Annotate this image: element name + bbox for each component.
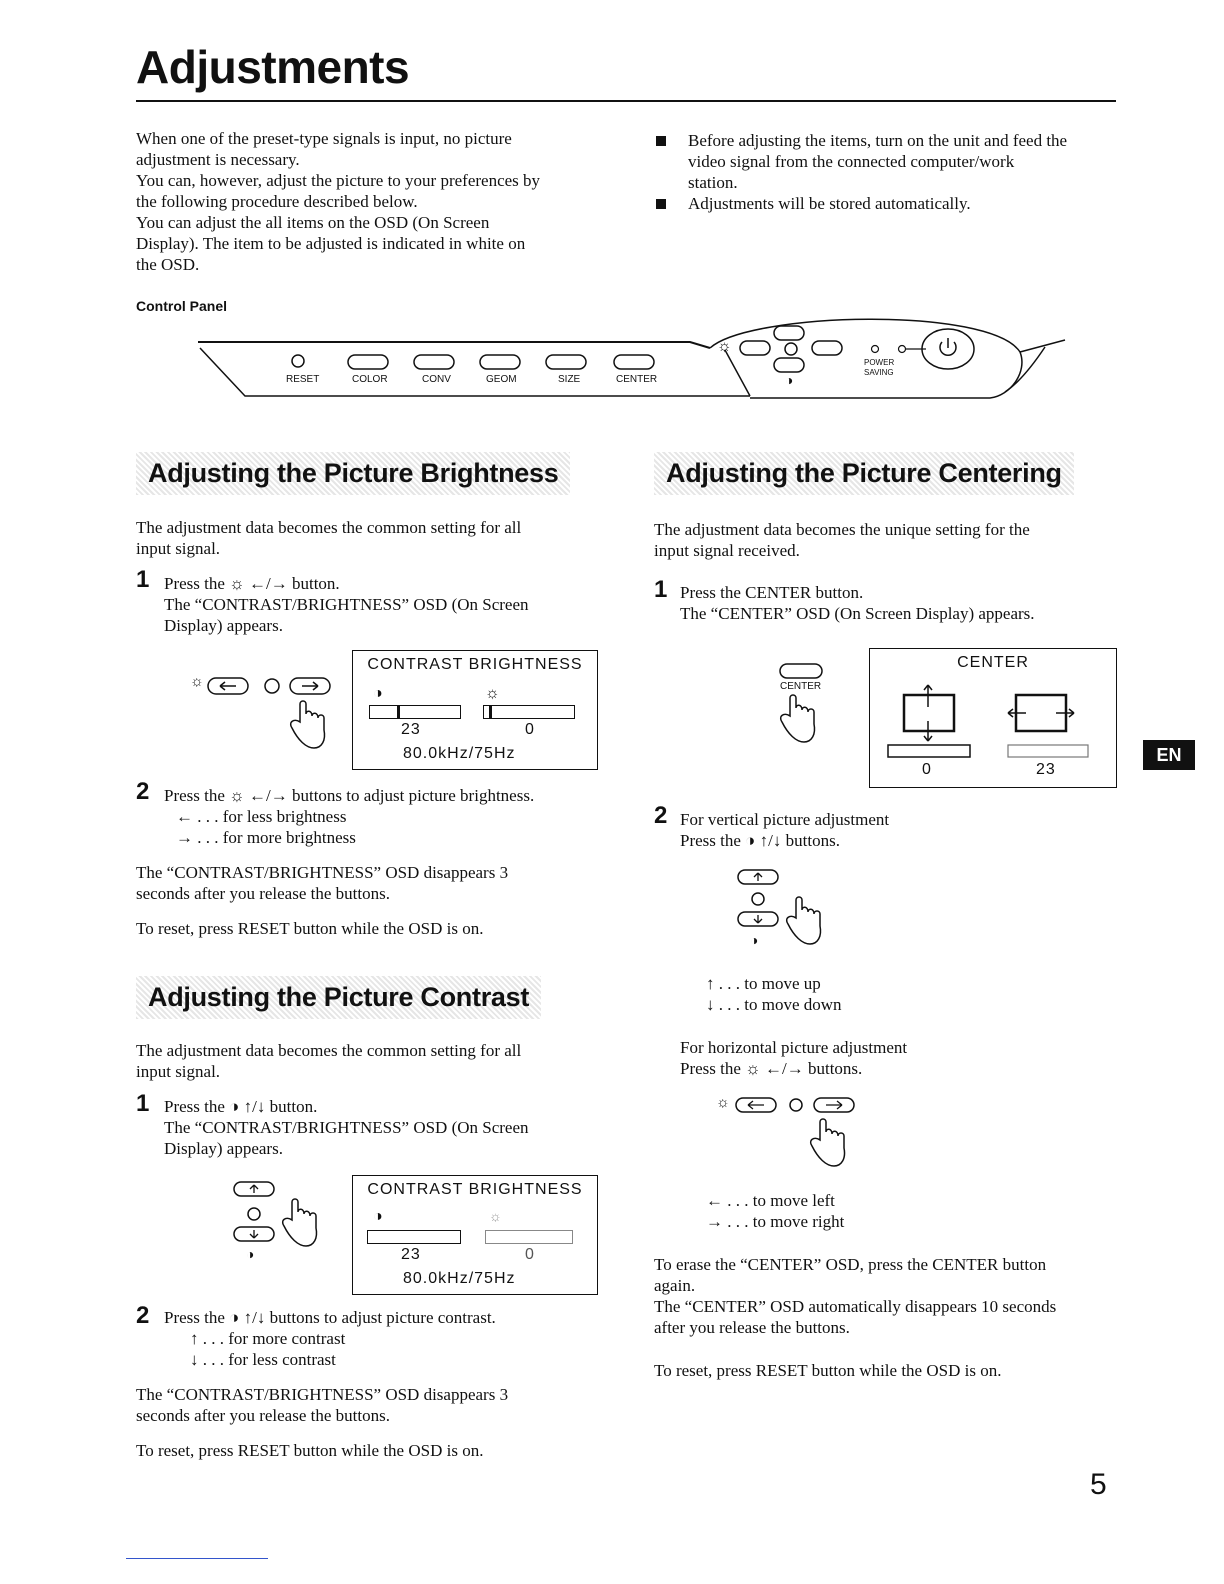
brightness-value: 0	[525, 721, 535, 738]
contrast-step1-number: 1	[136, 1090, 150, 1117]
power-saving-line: POWER	[864, 358, 895, 367]
brightness-buttons-figure	[190, 670, 350, 760]
centering-step1	[680, 582, 1130, 624]
brightness-level-bar	[485, 1230, 573, 1244]
intro-line: the OSD.	[136, 255, 200, 274]
brightness-osd	[352, 650, 598, 770]
control-panel-outline	[190, 312, 1070, 412]
osd-brightness-icon: ☼	[485, 685, 500, 702]
contrast-step2-line: Press the ◑ ↑/↓ buttons to adjust picture contrast.	[164, 1308, 496, 1327]
centering-intro-line: The adjustment data becomes the unique setting for the	[654, 520, 1030, 539]
color-button-label: COLOR	[352, 374, 388, 385]
centering-step1-line: The “CENTER” OSD (On Screen Display) appears.	[680, 604, 1035, 623]
contrast-icon: ◑	[785, 372, 794, 388]
bullet-square-icon	[656, 136, 666, 146]
contrast-step2-number: 2	[136, 1302, 150, 1329]
contrast-step2	[164, 1307, 634, 1370]
osd-contrast-icon: ◑	[373, 1208, 383, 1225]
center-erase-note	[654, 1254, 1124, 1338]
move-left-line: ← . . . to move left	[706, 1191, 835, 1210]
contrast-note-line: The “CONTRAST/BRIGHTNESS” OSD disappears 3	[136, 1385, 509, 1404]
osd-contrast-icon: ◑	[373, 685, 383, 702]
brightness-buttons-drawing	[190, 670, 350, 760]
contrast-intro-line: input signal.	[136, 1062, 221, 1081]
intro-line: You can adjust the all items on the OSD (On Screen	[136, 213, 490, 232]
center-osd-header: CENTER	[957, 654, 1029, 671]
reset-button-label: RESET	[286, 374, 320, 385]
language-tab: EN	[1143, 740, 1195, 770]
bullet-item	[654, 130, 1124, 193]
centering-heading: Adjusting the Picture Centering	[654, 452, 1074, 495]
intro-line: When one of the preset-type signals is input, no picture	[136, 129, 512, 148]
page-number: 5	[1090, 1468, 1107, 1501]
contrast-less-line: ↓ . . . for less contrast	[190, 1350, 336, 1369]
osd-frequency: 80.0kHz/75Hz	[403, 745, 516, 762]
control-panel-diagram	[190, 312, 1070, 412]
erase-line: again.	[654, 1276, 696, 1295]
brightness-intro	[136, 517, 616, 559]
vertical-directions	[706, 973, 1126, 1015]
contrast-half-icon: ◑	[246, 1246, 255, 1262]
contrast-osd	[352, 1175, 598, 1295]
contrast-step1-line: Display) appears.	[164, 1139, 283, 1158]
move-down-line: ↓ . . . to move down	[706, 995, 842, 1014]
centering-step2-line: Press the ◑ ↑/↓ buttons.	[680, 831, 840, 850]
size-button-label: SIZE	[558, 374, 581, 385]
erase-line: To erase the “CENTER” OSD, press the CENTER button	[654, 1255, 1047, 1274]
horizontal-directions	[706, 1190, 1126, 1232]
bullet-line: station.	[688, 173, 738, 192]
brightness-intro-line: The adjustment data becomes the common setting for all	[136, 518, 522, 537]
bullet-line: Adjustments will be stored automatically.	[688, 194, 971, 213]
brightness-step1-line: The “CONTRAST/BRIGHTNESS” OSD (On Screen	[164, 595, 529, 614]
brightness-sun-icon: ☼	[190, 673, 204, 690]
contrast-heading: Adjusting the Picture Contrast	[136, 976, 541, 1019]
brightness-reset-note: To reset, press RESET button while the OSD is on.	[136, 919, 484, 938]
centering-intro-line: input signal received.	[654, 541, 800, 560]
contrast-intro	[136, 1040, 616, 1082]
bullet-square-icon	[656, 199, 666, 209]
contrast-step1-line: The “CONTRAST/BRIGHTNESS” OSD (On Screen	[164, 1118, 529, 1137]
brightness-step2-number: 2	[136, 778, 150, 805]
center-button-label: CENTER	[616, 374, 658, 385]
osd-frequency: 80.0kHz/75Hz	[403, 1270, 516, 1287]
center-vertical-value: 0	[922, 761, 932, 778]
contrast-level-marker	[397, 706, 400, 718]
brightness-osd-header: CONTRAST BRIGHTNESS	[367, 656, 583, 673]
center-button-figure	[770, 660, 840, 750]
brightness-heading: Adjusting the Picture Brightness	[136, 452, 570, 495]
brightness-level-bar	[483, 705, 575, 719]
bullet-item	[654, 193, 1124, 214]
brightness-note	[136, 862, 606, 904]
brightness-level-marker	[489, 706, 492, 718]
brightness-step2-line: Press the ☼ ←/→ buttons to adjust picture brightness.	[164, 786, 535, 805]
brightness-more-line: → . . . for more brightness	[176, 828, 356, 847]
move-up-line: ↑ . . . to move up	[706, 974, 821, 993]
intro-line: adjustment is necessary.	[136, 150, 300, 169]
center-osd	[869, 648, 1117, 788]
contrast-reset-note: To reset, press RESET button while the OSD is on.	[136, 1441, 484, 1460]
geom-button-label: GEOM	[486, 374, 517, 385]
brightness-icon: ☼	[717, 338, 732, 355]
center-horizontal-value: 23	[1036, 761, 1056, 778]
conv-button-label: CONV	[422, 374, 451, 385]
contrast-value: 23	[401, 721, 421, 738]
intro-line: the following procedure described below.	[136, 192, 418, 211]
footer-rule	[126, 1558, 268, 1559]
contrast-level-bar	[369, 705, 461, 719]
brightness-note-line: seconds after you release the buttons.	[136, 884, 390, 903]
erase-line: after you release the buttons.	[654, 1318, 850, 1337]
contrast-value: 23	[401, 1246, 421, 1263]
intro-line: Display). The item to be adjusted is indicated in white on	[136, 234, 526, 253]
vertical-buttons-figure	[734, 866, 844, 956]
contrast-intro-line: The adjustment data becomes the common setting for all	[136, 1041, 522, 1060]
brightness-step1-number: 1	[136, 566, 150, 593]
brightness-less-line: ← . . . for less brightness	[176, 807, 347, 826]
horizontal-buttons-drawing	[716, 1092, 876, 1172]
brightness-step1-line: Display) appears.	[164, 616, 283, 635]
contrast-step1-line: Press the ◑ ↑/↓ button.	[164, 1097, 318, 1116]
erase-line: The “CENTER” OSD automatically disappears 10 seconds	[654, 1297, 1057, 1316]
center-button-label: CENTER	[780, 681, 822, 692]
contrast-buttons-figure	[228, 1178, 338, 1268]
center-button-drawing	[770, 660, 840, 750]
brightness-intro-line: input signal.	[136, 539, 221, 558]
vertical-contrast-icon: ◑	[750, 932, 759, 948]
centering-step1-line: Press the CENTER button.	[680, 583, 864, 602]
centering-step2-line: For vertical picture adjustment	[680, 810, 890, 829]
brightness-step1	[164, 573, 624, 636]
contrast-step1	[164, 1096, 624, 1159]
brightness-value: 0	[525, 1246, 535, 1263]
horizontal-instructions	[680, 1037, 1130, 1079]
horizontal-sun-icon: ☼	[716, 1094, 730, 1111]
contrast-osd-header: CONTRAST BRIGHTNESS	[367, 1181, 583, 1198]
bullet-line: Before adjusting the items, turn on the unit and feed the	[688, 131, 1068, 150]
control-panel-heading: Control Panel	[136, 298, 228, 314]
centering-intro	[654, 519, 1124, 561]
horizontal-buttons-figure	[716, 1092, 876, 1172]
brightness-note-line: The “CONTRAST/BRIGHTNESS” OSD disappears 3	[136, 863, 509, 882]
brightness-step2	[164, 785, 634, 848]
power-saving-label	[864, 358, 894, 378]
contrast-buttons-drawing	[228, 1178, 338, 1268]
brightness-step1-line: Press the ☼ ←/→ button.	[164, 574, 340, 593]
osd-brightness-icon: ☼	[489, 1208, 502, 1224]
center-osd-graphics	[870, 677, 1116, 787]
power-saving-line: SAVING	[864, 368, 894, 377]
contrast-more-line: ↑ . . . for more contrast	[190, 1329, 346, 1348]
bullet-list	[654, 130, 1124, 214]
centering-step1-number: 1	[654, 576, 668, 603]
horizontal-line: For horizontal picture adjustment	[680, 1038, 908, 1057]
bullet-line: video signal from the connected computer/work	[688, 152, 1015, 171]
contrast-note	[136, 1384, 606, 1426]
page-title: Adjustments	[136, 41, 410, 93]
centering-step2-number: 2	[654, 802, 668, 829]
contrast-level-bar	[367, 1230, 461, 1244]
intro-text	[136, 128, 616, 275]
centering-step2	[680, 809, 1130, 851]
centering-reset-note: To reset, press RESET button while the OSD is on.	[654, 1361, 1002, 1380]
intro-line: You can, however, adjust the picture to your preferences by	[136, 171, 541, 190]
move-right-line: → . . . to move right	[706, 1212, 845, 1231]
contrast-note-line: seconds after you release the buttons.	[136, 1406, 390, 1425]
horizontal-line: Press the ☼ ←/→ buttons.	[680, 1059, 863, 1078]
title-rule	[136, 100, 1116, 102]
